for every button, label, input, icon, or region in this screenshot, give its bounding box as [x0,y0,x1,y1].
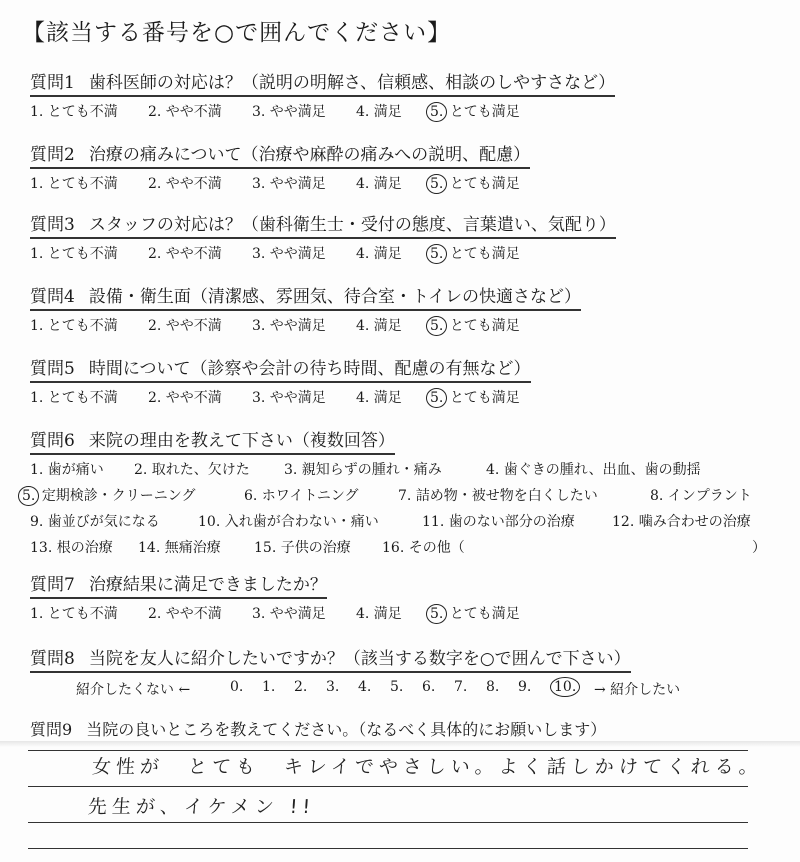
option-4[interactable]: 4. 満足 [356,390,402,406]
question-8 [30,648,681,703]
reason-option-other[interactable]: 16. その他（ [382,540,465,556]
scale-left-label: 紹介したくない ← [76,682,191,698]
option-1[interactable]: 1. とても不満 [30,104,118,120]
question-number: 質問6 [30,431,75,451]
option-2[interactable]: 2. やや不満 [148,390,222,406]
paper-fold [0,741,800,747]
scale-right-label: → 紹介したい [594,682,681,698]
question-number: 質問3 [30,215,75,235]
option-3[interactable]: 3. やや満足 [252,104,326,120]
reason-option[interactable]: 3. 親知らずの腫れ・痛み [284,462,442,478]
question-9 [30,720,606,740]
scale-number[interactable]: 1. [262,679,276,695]
selected-circle: 5. [18,486,39,506]
reason-option[interactable]: 15. 子供の治療 [254,540,351,556]
reason-option[interactable]: 4. 歯ぐきの腫れ、出血、歯の動揺 [486,462,701,478]
selected-circle: 5. [426,604,447,624]
option-2[interactable]: 2. やや不満 [148,606,222,622]
question-4 [30,286,581,337]
reason-option[interactable]: 7. 詰め物・被せ物を白くしたい [398,488,598,504]
option-5-selected[interactable]: 5. とても満足 [428,387,520,407]
option-1[interactable]: 1. とても不満 [30,176,118,192]
question-text: 時間について（診察や会計の待ち時間、配慮の有無など） [88,359,531,379]
question-6 [22,430,790,563]
rating-options [30,243,616,265]
answer-line [28,848,748,849]
scale-number[interactable]: 6. [422,679,436,695]
answer-line [28,750,748,751]
question-number: 質問2 [30,145,75,165]
reason-option-selected[interactable]: 5. 定期検診・クリーニング [20,485,196,505]
reason-options [22,459,790,563]
option-2[interactable]: 2. やや不満 [148,104,222,120]
option-5-selected[interactable]: 5. とても満足 [428,173,520,193]
option-1[interactable]: 1. とても不満 [30,246,118,262]
option-2[interactable]: 2. やや不満 [148,246,222,262]
question-number: 質問1 [30,73,75,93]
handwritten-answer-2: 先生が、イケメン !! [87,796,316,818]
rating-options [30,315,581,337]
reason-option[interactable]: 2. 取れた、欠けた [134,462,250,478]
question-text: スタッフの対応は？（歯科衛生士・受付の態度、言葉遣い、気配り） [88,215,616,235]
options-row [30,511,790,537]
option-4[interactable]: 4. 満足 [356,606,402,622]
reason-option[interactable]: 1. 歯が痛い [30,462,104,478]
rating-options [30,101,615,123]
option-3[interactable]: 3. やや満足 [252,606,326,622]
question-3 [30,214,616,265]
scale-number[interactable]: 7. [454,679,468,695]
selected-circle: 5. [426,174,447,194]
option-1[interactable]: 1. とても不満 [30,606,118,622]
options-row [30,459,790,485]
options-row [22,485,790,511]
option-4[interactable]: 4. 満足 [356,176,402,192]
rating-options [30,173,530,195]
option-2[interactable]: 2. やや不満 [148,318,222,334]
answer-line [28,822,748,823]
reason-option[interactable]: 14. 無痛治療 [138,540,221,556]
reason-option[interactable]: 12. 噛み合わせの治療 [612,514,751,530]
option-4[interactable]: 4. 満足 [356,104,402,120]
option-3[interactable]: 3. やや満足 [252,390,326,406]
selected-circle: 5. [426,388,447,408]
scale-number-selected[interactable] [552,679,578,695]
scale-number[interactable]: 9. [518,679,532,695]
option-3[interactable]: 3. やや満足 [252,318,326,334]
reason-option[interactable]: 11. 歯のない部分の治療 [422,514,575,530]
option-5-selected[interactable]: 5. とても満足 [428,315,520,335]
rating-options [30,387,531,409]
other-close-paren: ） [752,540,766,556]
question-number: 質問5 [30,359,75,379]
option-3[interactable]: 3. やや満足 [252,176,326,192]
selected-circle: 10. [550,677,580,697]
scale-number[interactable]: 4. [358,679,372,695]
question-number: 質問4 [30,287,75,307]
question-number: 質問7 [30,575,75,595]
question-number: 質問9 [30,720,73,739]
option-1[interactable]: 1. とても不満 [30,318,118,334]
reason-option[interactable]: 10. 入れ歯が合わない・痛い [198,514,379,530]
reason-option[interactable]: 13. 根の治療 [30,540,113,556]
question-text: 治療の痛みについて（治療や麻酔の痛みへの説明、配慮） [88,145,531,165]
option-4[interactable]: 4. 満足 [356,318,402,334]
question-text: 治療結果に満足できましたか？ [88,575,327,595]
handwritten-answer-1: 女性が とても キレイでやさしい。よく話しかけてくれる。 [91,756,764,778]
reason-option[interactable]: 6. ホワイトニング [244,488,359,504]
question-text: 来院の理由を教えて下さい（複数回答） [88,431,395,451]
answer-line [28,786,748,787]
selected-circle: 5. [426,244,447,264]
page-title: 【該当する番号を○で囲んでください】 [22,20,452,46]
scale-number[interactable]: 8. [486,679,500,695]
option-4[interactable]: 4. 満足 [356,246,402,262]
option-3[interactable]: 3. やや満足 [252,246,326,262]
question-2 [30,144,530,195]
question-1 [30,72,615,123]
option-2[interactable]: 2. やや不満 [148,176,222,192]
option-1[interactable]: 1. とても不満 [30,390,118,406]
question-5 [30,358,531,409]
scale-number[interactable]: 3. [326,679,340,695]
option-5-selected[interactable]: 5. とても満足 [428,243,520,263]
scale-number[interactable]: 0. [230,679,244,695]
question-text: 当院を友人に紹介したいですか？（該当する数字を○で囲んで下さい） [88,649,631,669]
option-5-selected[interactable]: 5. とても満足 [428,101,520,121]
scale-number[interactable]: 5. [390,679,404,695]
question-text: 歯科医師の対応は？（説明の明解さ、信頼感、相談のしやすさなど） [88,73,616,93]
selected-circle: 5. [426,316,447,336]
option-5-selected[interactable]: 5. とても満足 [428,603,520,623]
rating-options [30,603,520,625]
recommend-scale [30,679,681,703]
reason-option[interactable]: 8. インプラント [650,488,752,504]
question-text: 設備・衛生面（清潔感、雰囲気、待合室・トイレの快適さなど） [88,287,581,307]
question-number: 質問8 [30,649,75,669]
question-7 [30,574,520,625]
scale-number[interactable]: 2. [294,679,308,695]
question-text: 当院の良いところを教えてください。（なるべく具体的にお願いします） [86,720,607,739]
reason-option[interactable]: 9. 歯並びが気になる [30,514,160,530]
options-row [30,537,790,563]
selected-circle: 5. [426,102,447,122]
